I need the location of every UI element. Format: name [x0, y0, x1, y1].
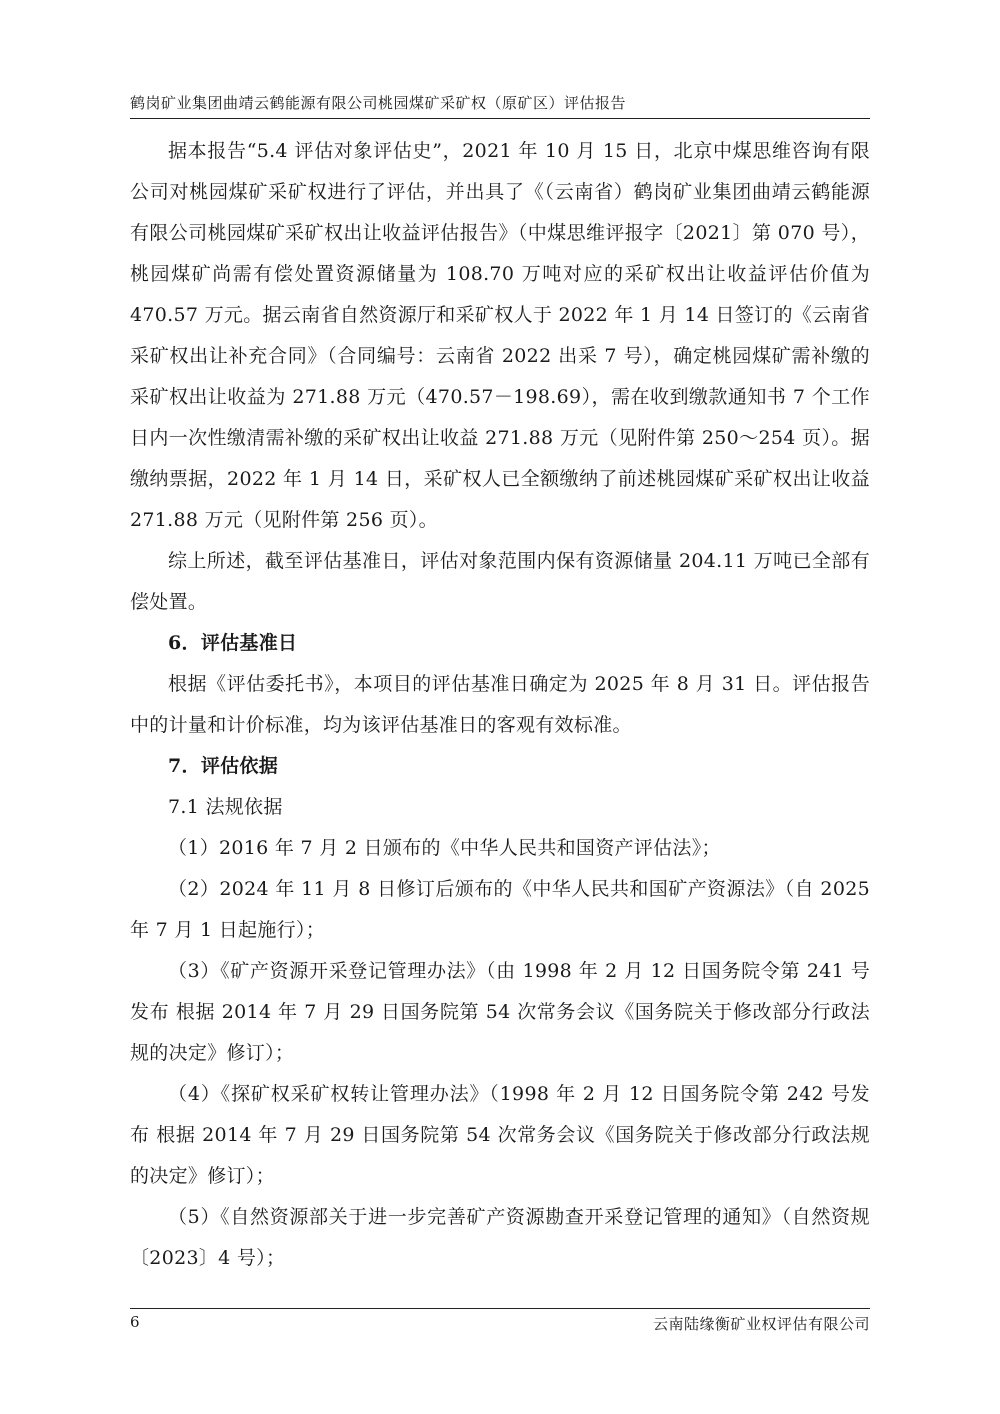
page-header: 鹤岗矿业集团曲靖云鹤能源有限公司桃园煤矿采矿权（原矿区）评估报告 — [130, 94, 627, 112]
section-7-heading: 7．评估依据 — [168, 755, 279, 777]
section-6-text: 根据《评估委托书》，本项目的评估基准日确定为 2025 年 8 月 31 日。评估报告中的计量和计价标准，均为该评估基准日的客观有效标准。 — [130, 673, 870, 736]
paragraph-summary: 综上所述，截至评估基准日，评估对象范围内保有资源储量 204.11 万吨已全部有偿处置。 — [130, 550, 870, 613]
law-item-3: （3）《矿产资源开采登记管理办法》（由 1998 年 2 月 12 日国务院令第 241 号发布 根据 2014 年 7 月 29 日国务院第 54 次常务会议《国务院关于修改部分行政法规的决定》修订）； — [130, 960, 870, 1064]
section-7-1-heading: 7.1 法规依据 — [168, 796, 283, 818]
footer-company: 云南陆缘衡矿业权评估有限公司 — [652, 1315, 870, 1333]
law-item-4: （4）《探矿权采矿权转让管理办法》（1998 年 2 月 12 日国务院令第 242 号发布 根据 2014 年 7 月 29 日国务院第 54 次常务会议《国务院关于修改部分行政法规的决定》修订）； — [130, 1083, 870, 1187]
page-number: 6 — [130, 1313, 140, 1331]
law-item-1: （1）2016 年 7 月 2 日颁布的《中华人民共和国资产评估法》； — [168, 837, 721, 859]
paragraph-evaluation-history: 据本报告“5.4 评估对象评估史”，2021 年 10 月 15 日，北京中煤思维咨询有限公司对桃园煤矿采矿权进行了评估，并出具了《（云南省）鹤岗矿业集团曲靖云鹤能源有限公司桃园煤矿采矿权出让收益评估报告》（中煤思维评报字〔2021〕第 070 号），桃园煤矿尚需有偿处置资源储量为 108.70 万吨对应的采矿权出让收益评估价值为 470.57 万元。据云南省自然资源厅和采矿权人于 2022 年 1 月 14 日签订的《云南省采矿权出让补充合同》（合同编号：云南省 2022 出采 7 号），确定桃园煤矿需补缴的采矿权出让收益为 271.88 万元（470.57－198.69），需在收到缴款通知书 7 个工作日内一次性缴清需补缴的采矿权出让收益 271.88 万元（见附件第 250～254 页）。据缴纳票据，2022 年 1 月 14 日，采矿权人已全额缴纳了前述桃园煤矿采矿权出让收益 271.88 万元（见附件第 256 页）。 — [130, 140, 870, 531]
law-item-5: （5）《自然资源部关于进一步完善矿产资源勘查开采登记管理的通知》（自然资规〔2023〕4 号）； — [130, 1206, 870, 1269]
section-6-heading: 6．评估基准日 — [168, 632, 298, 654]
page-body — [130, 131, 870, 1279]
law-item-2: （2）2024 年 11 月 8 日修订后颁布的《中华人民共和国矿产资源法》（自 2025 年 7 月 1 日起施行）； — [130, 878, 870, 941]
footer-divider — [130, 1308, 870, 1309]
header-divider — [130, 118, 870, 119]
